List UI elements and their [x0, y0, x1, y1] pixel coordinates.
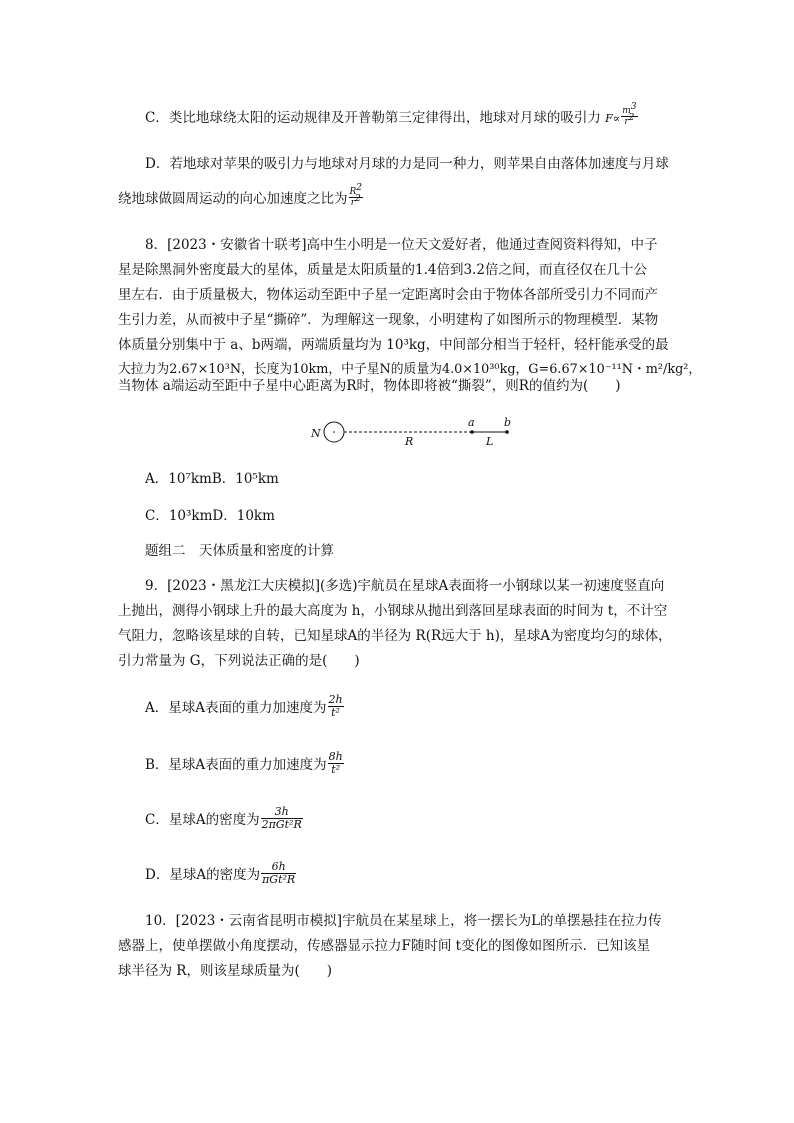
q9-option-d-fraction — [261, 861, 296, 886]
q9-b-num: 8h — [328, 750, 343, 763]
q10-line-2: 感器上，使单摆做小角度摆动，传感器显示拉力F随时间 t变化的图像如图所示．已知该星 — [118, 938, 651, 954]
q7-c-force: F — [605, 112, 613, 125]
end-a-dot — [470, 430, 474, 434]
q7-option-d-line1: D．若地球对苹果的吸引力与地球对月球的力是同一种力，则苹果自由落体加速度与月球 — [145, 156, 669, 172]
diagram-label-l: L — [486, 435, 494, 448]
q7-d-num: $R^2$ — [349, 183, 363, 197]
q9-option-b — [145, 750, 345, 778]
q7-c-num: $m^3$ — [622, 102, 637, 116]
q9-b-den: t² — [328, 763, 344, 776]
q7-d-den: $r^2$ — [349, 197, 364, 208]
q9-option-a-fraction — [328, 694, 344, 719]
q7-c-fraction — [621, 102, 637, 127]
q9-c-num: 3h — [274, 805, 289, 818]
q9-d-num: 6h — [271, 860, 286, 873]
q9-option-b-fraction — [328, 751, 344, 776]
q9-line-4: 引力常量为 G，下列说法正确的是( ) — [118, 653, 360, 669]
q9-option-c-fraction — [261, 806, 303, 831]
q8-line-5: 体质量分别集中于 a、b两端，两端质量均为 10³kg，中间部分相当于轻杆，轻杆能承受的最 — [118, 337, 669, 353]
q9-option-c — [145, 805, 304, 833]
q8-options-ab: A．10⁷kmB．10⁵km — [145, 471, 279, 487]
q9-d-den: πGt²R — [262, 873, 296, 886]
q7-option-d-line2 — [118, 183, 364, 210]
q8-options-cd: C．10³kmD．10km — [145, 508, 275, 524]
section-title: 题组二 天体质量和密度的计算 — [145, 543, 334, 559]
q8-line-4: 生引力差，从而被中子星“撕碎”．为理解这一现象，小明建构了如图所示的物理模型．某物 — [118, 312, 659, 328]
diagram-label-n: N — [311, 427, 321, 440]
q8-line-3: 里左右．由于质量极大，物体运动至距中子星一定距离时会由于物体各部所受引力不同而产 — [118, 287, 658, 303]
q7-option-c — [145, 102, 639, 129]
q8-line-1: 8．[2023・安徽省十联考]高中生小明是一位天文爱好者，他通过查阅资料得知，中子 — [145, 237, 658, 253]
q9-option-d-text: D．星球A的密度为 — [145, 867, 261, 883]
q9-option-b-text: B．星球A表面的重力加速度为 — [145, 757, 327, 773]
q9-option-c-text: C．星球A的密度为 — [145, 812, 260, 828]
q9-line-1: 9．[2023・黑龙江大庆模拟](多选)宇航员在星球A表面将一小钢球以某一初速度竖直向 — [145, 578, 665, 594]
q7-option-d-line2-text: 绕地球做圆周运动的向心加速度之比为 — [118, 191, 348, 207]
q9-c-den: 2πGt²R — [261, 818, 302, 831]
q7-c-den: $r^2$ — [621, 116, 637, 127]
neutron-star-center — [333, 431, 335, 433]
q9-line-2: 上抛出，测得小钢球上升的最大高度为 h，小钢球从抛出到落回星球表面的时间为 t，不计空 — [118, 603, 668, 619]
q9-option-a-text: A．星球A表面的重力加速度为 — [145, 700, 327, 716]
end-b-dot — [505, 430, 509, 434]
q9-option-d — [145, 860, 297, 888]
q7-c-prop: ∝ — [612, 112, 621, 125]
q9-a-num: 2h — [328, 693, 343, 706]
diagram-label-r: R — [405, 435, 414, 448]
q8-line-7: 当物体 a端运动至距中子星中心距离为R时，物体即将被“撕裂”，则R的值约为( ) — [118, 378, 621, 394]
q9-option-a — [145, 693, 345, 721]
q8-line-6: 大拉力为2.67×10³N，长度为10km，中子星N的质量为4.0×10³⁰kg，G=6.67×10⁻¹¹N・m²/kg²， — [118, 362, 702, 377]
q9-a-den: t² — [328, 706, 344, 719]
q8-diagram — [305, 415, 525, 455]
diagram-label-b: b — [504, 416, 512, 429]
q10-line-1: 10．[2023・云南省昆明市模拟]宇航员在某星球上，将一摆长为L的单摆悬挂在拉力传 — [145, 913, 662, 929]
diagram-label-a: a — [468, 416, 475, 429]
q8-line-2: 星是除黑洞外密度最大的星体，质量是太阳质量的1.4倍到3.2倍之间，而直径仅在几十公 — [118, 262, 647, 278]
q9-line-3: 气阻力，忽略该星球的自转，已知星球A的半径为 R(R远大于 h)，星球A为密度均匀的球体， — [118, 628, 672, 644]
q7-d-fraction — [349, 183, 364, 208]
q10-line-3: 球半径为 R，则该星球质量为( ) — [118, 963, 332, 979]
q7-option-c-text: C．类比地球绕太阳的运动规律及开普勒第三定律得出，地球对月球的吸引力 — [145, 110, 601, 126]
